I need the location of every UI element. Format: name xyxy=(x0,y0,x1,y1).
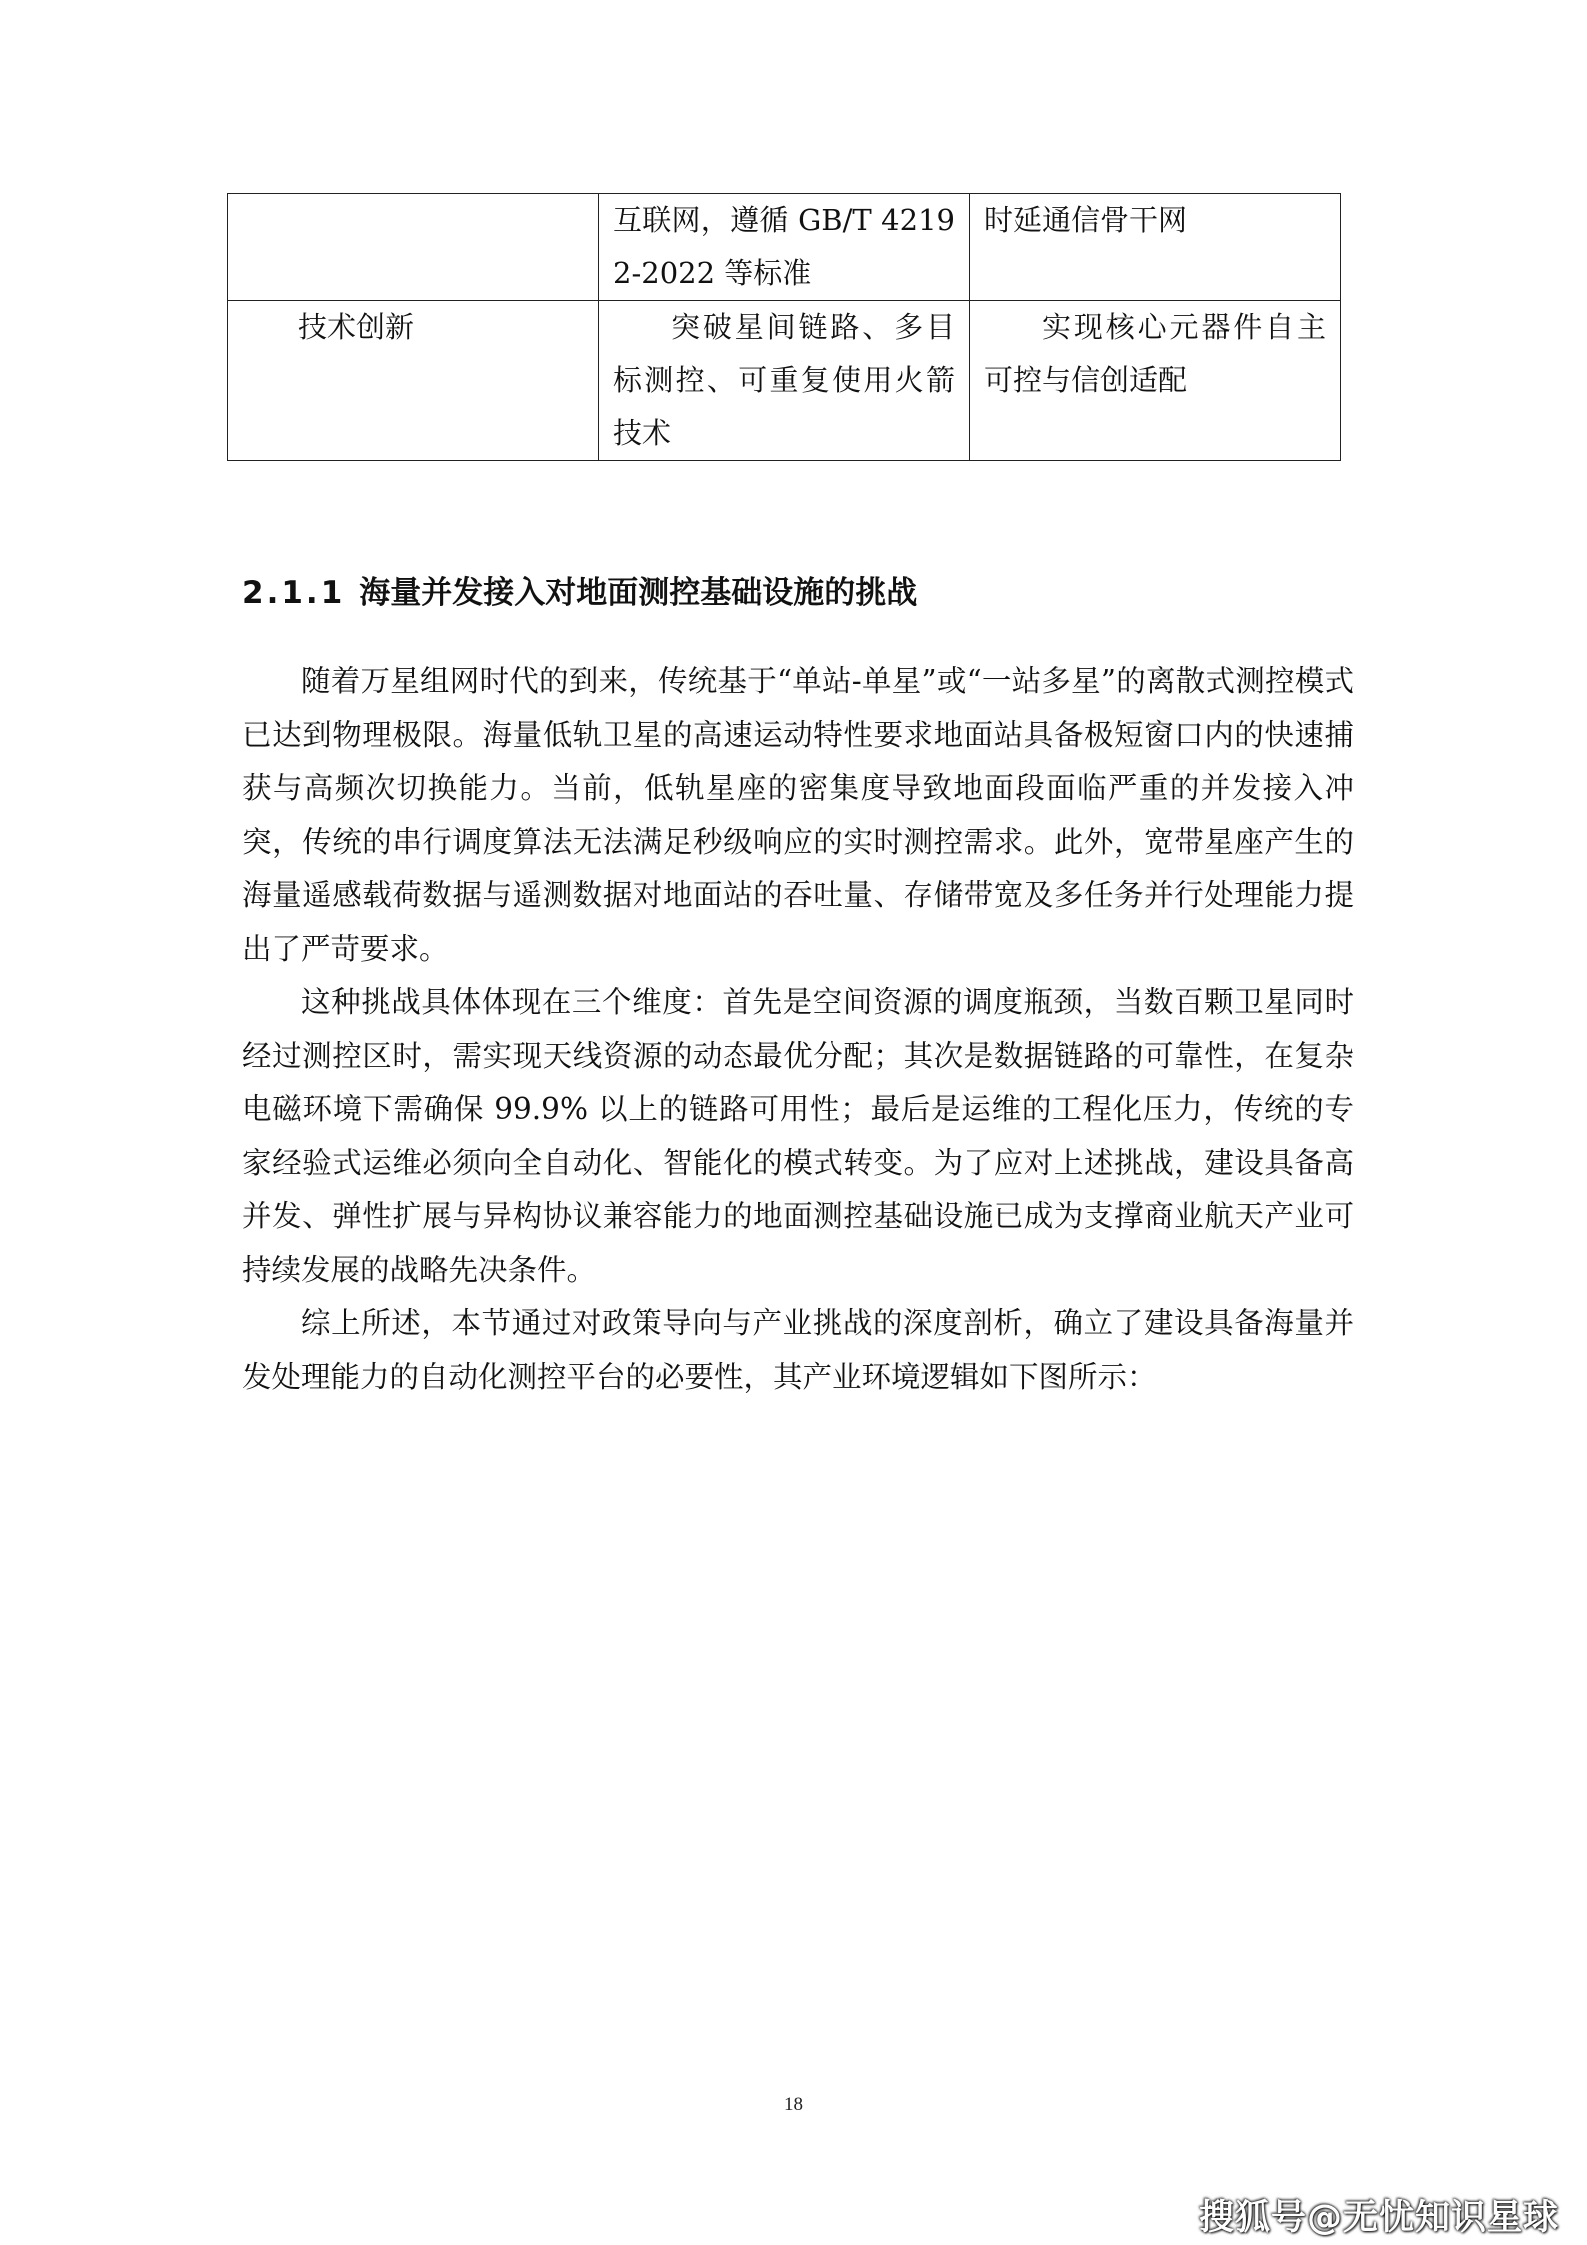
comparison-table xyxy=(227,193,1341,461)
table-cell-label xyxy=(228,194,599,301)
table-row xyxy=(228,301,1341,461)
cell-text: 互联网，遵循 GB/T 42192-2022 等标准 xyxy=(613,203,955,290)
cell-text: 实现核心元器件自主可控与信创适配 xyxy=(984,310,1326,397)
cell-text: 突破星间链路、多目标测控、可重复使用火箭技术 xyxy=(613,310,955,450)
table-cell-label xyxy=(228,301,599,461)
paragraph: 综上所述，本节通过对政策导向与产业挑战的深度剖析，确立了建设具备海量并发处理能力的自动化测控平台的必要性，其产业环境逻辑如下图所示： xyxy=(242,1306,1354,1394)
table-cell xyxy=(970,301,1341,461)
paragraph: 这种挑战具体体现在三个维度：首先是空间资源的调度瓶颈，当数百颗卫星同时经过测控区时，需实现天线资源的动态最优分配；其次是数据链路的可靠性，在复杂电磁环境下需确保 99.9% 以上的链路可用性；最后是运维的工程化压力，传统的专家经验式运维必须向全自动化、智能化的模式转变。为了应对上述挑战，建设具备高并发、弹性扩展与异构协议兼容能力的地面测控基础设施已成为支撑商业航天产业可持续发展的战略先决条件。 xyxy=(242,985,1354,1287)
row-label: 技术创新 xyxy=(298,310,415,344)
table-row xyxy=(228,194,1341,301)
watermark-text: 搜狐号@无忧知识星球 xyxy=(1198,2198,1559,2238)
table-cell xyxy=(599,301,970,461)
page-number: 18 xyxy=(784,2094,803,2115)
table-cell xyxy=(970,194,1341,301)
table-cell xyxy=(599,194,970,301)
comparison-table-fragment xyxy=(227,193,1341,461)
section-number: 2.1.1 xyxy=(242,575,346,611)
section-title: 海量并发接入对地面测控基础设施的挑战 xyxy=(359,575,918,611)
cell-text: 时延通信骨干网 xyxy=(984,203,1188,237)
paragraph: 随着万星组网时代的到来，传统基于“单站-单星”或“一站多星”的离散式测控模式已达到物理极限。海量低轨卫星的高速运动特性要求地面站具备极短窗口内的快速捕获与高频次切换能力。当前，低轨星座的密集度导致地面段面临严重的并发接入冲突，传统的串行调度算法无法满足秒级响应的实时测控需求。此外，宽带星座产生的海量遥感载荷数据与遥测数据对地面站的吞吐量、存储带宽及多任务并行处理能力提出了严苛要求。 xyxy=(242,664,1354,966)
body-text xyxy=(242,655,1354,1404)
section-heading xyxy=(242,570,917,616)
